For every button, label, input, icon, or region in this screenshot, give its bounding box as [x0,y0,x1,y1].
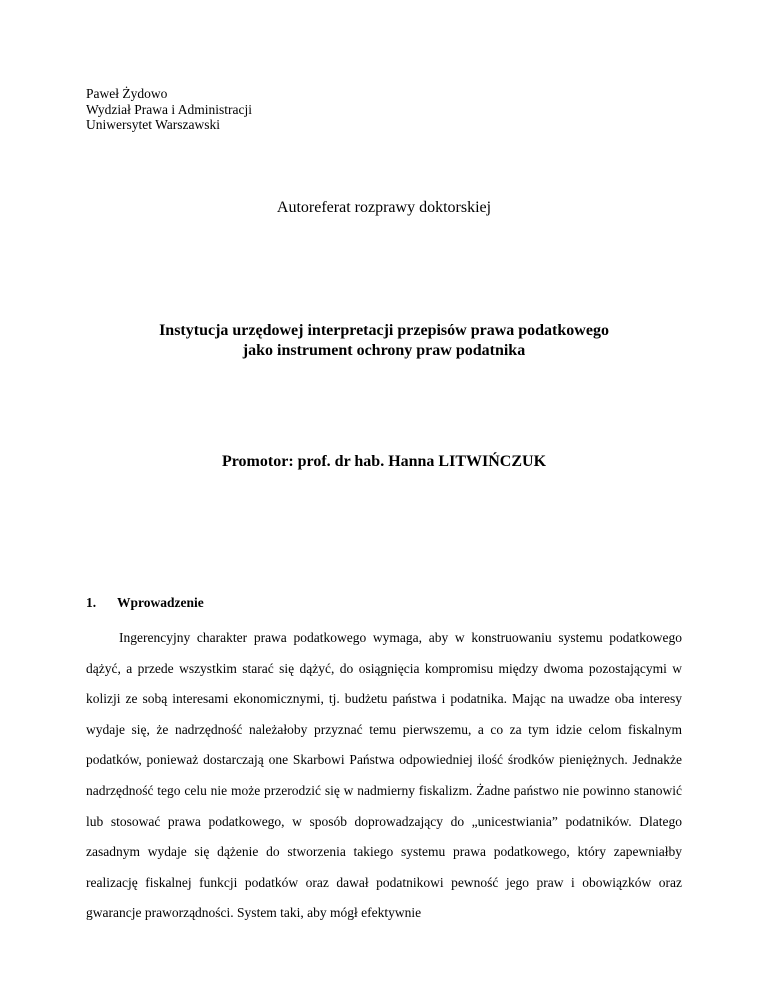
thesis-title [0,321,768,361]
author-name: Paweł Żydowo [86,86,168,101]
author-faculty: Wydział Prawa i Administracji [86,101,253,117]
author-university: Uniwersytet Warszawski [86,117,221,132]
thesis-title-line-1: Instytucja urzędowej interpretacji przepisów prawa podatkowego [159,322,609,339]
document-type: Autoreferat rozprawy doktorskiej [276,199,492,216]
author-block [86,86,252,133]
section-heading [86,594,204,612]
thesis-title-line-2: jako instrument ochrony praw podatnika [242,342,526,359]
supervisor: Promotor: prof. dr hab. Hanna LITWIŃCZUK [221,453,547,470]
body-paragraph: Ingerencyjny charakter prawa podatkowego wymaga, aby w konstruowaniu systemu podatkowego dążyć, a przede wszystkim starać się dążyć, do osiągnięcia kompromisu między dwoma pozostającymi w kolizji ze sobą interesami ekonomicznymi, tj. budżetu państwa i podatnika. Mając na uwadze oba interesy wydaje się, że nadrzędność należałoby przyznać temu pierwszemu, a co za tym idzie celom fiskalnym podatków, ponieważ dostarczają one Skarbowi Państwa odpowiedniej ilość środków pieniężnych. Jednakże nadrzędność tego celu nie może przerodzić się w nadmierny fiskalizm. Żadne państwo nie powinno stanowić lub stosować prawa podatkowego, w sposób doprowadzający do „unicestwiania” podatników. Dlatego zasadnym wydaje się dążenie do stworzenia takiego systemu prawa podatkowego, który zapewniałby realizację fiskalnej funkcji podatków oraz dawał podatnikowi pewność jego praw i obowiązków oraz gwarancje praworządności. System taki, aby mógł efektywnie [86,630,682,921]
section-number: 1. [86,595,97,610]
section-title: Wprowadzenie [117,595,204,610]
